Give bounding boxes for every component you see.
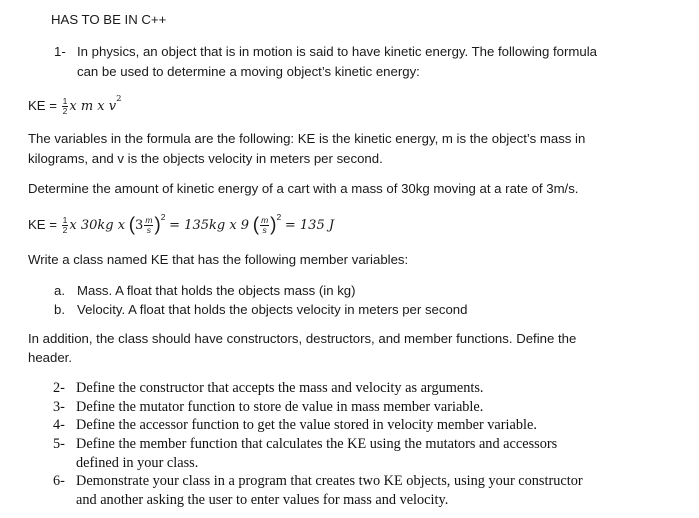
- formula-example-three: 3: [135, 218, 144, 233]
- formula-example-lhs: KE =: [28, 217, 57, 232]
- step-2-text: Define the constructor that accepts the mass and velocity as arguments.: [76, 380, 484, 396]
- step-3-number: 3-: [53, 399, 65, 415]
- member-a-text: Mass. A float that holds the objects mass (in kg): [77, 283, 356, 298]
- formula-example-unit: $\frac{m}{s}$: [145, 215, 153, 236]
- formula-ke-lhs: KE =: [28, 98, 57, 113]
- step-2-number: 2-: [53, 380, 65, 396]
- step-6-line-2: and another asking the user to enter values for mass and velocity.: [76, 492, 449, 508]
- formula-example-exponent-1: 2: [160, 212, 166, 222]
- addition-line-1: In addition, the class should have constructors, destructors, and member functions. Define the: [28, 331, 577, 346]
- member-b-marker: b.: [54, 302, 65, 317]
- header-note: HAS TO BE IN C++: [51, 12, 167, 27]
- formula-example-unit-2: $\frac{m}{s}$: [261, 215, 269, 236]
- formula-example-half: $\frac{1}{2}$: [62, 215, 68, 236]
- variables-line-2: kilograms, and v is the objects velocity in meters per second.: [28, 151, 383, 166]
- step-3-text: Define the mutator function to store de value in mass member variable.: [76, 399, 484, 415]
- formula-example-part-2: = 135kg x 9: [169, 218, 250, 233]
- class-text: Write a class named KE that has the following member variables:: [28, 252, 409, 267]
- formula-ke-exponent: 2: [116, 94, 122, 104]
- step-5-line-1: Define the member function that calculates the KE using the mutators and accessors: [76, 436, 558, 452]
- item-1-line-2: can be used to determine a moving object’s kinetic energy:: [77, 64, 420, 79]
- step-4-number: 4-: [53, 417, 65, 433]
- formula-ke-body: x m x v: [69, 99, 117, 114]
- variables-line-1: The variables in the formula are the following: KE is the kinetic energy, m is the object’s mass in: [28, 131, 586, 146]
- step-6-line-1: Demonstrate your class in a program that creates two KE objects, using your constructor: [76, 473, 583, 489]
- addition-line-2: header.: [28, 350, 72, 365]
- formula-example-result: = 135 J: [284, 218, 335, 233]
- task-text: Determine the amount of kinetic energy of a cart with a mass of 30kg moving at a rate of 3m/s.: [28, 181, 579, 196]
- member-b-text: Velocity. A float that holds the objects velocity in meters per second: [77, 302, 468, 317]
- formula-ke-half: $\frac{1}{2}$: [62, 96, 68, 117]
- formula-example-exponent-2: 2: [276, 212, 282, 222]
- formula-ke: [28, 94, 122, 116]
- formula-example: KE = $\frac{1}{2}$ x 30kg x (3 $\frac{m}{s}$ )$^2$ = 135kg x 9 ( $\frac{m}{s}$ )$^2$ = 135 J: [28, 212, 335, 236]
- step-6-number: 6-: [53, 473, 65, 489]
- step-5-number: 5-: [53, 436, 65, 452]
- item-1-line-1: In physics, an object that is in motion is said to have kinetic energy. The following formula: [77, 44, 597, 59]
- step-5-line-2: defined in your class.: [76, 455, 199, 471]
- formula-example-part-1: x 30kg x: [69, 218, 126, 233]
- step-4-text: Define the accessor function to get the value stored in velocity member variable.: [76, 417, 537, 433]
- member-a-marker: a.: [54, 283, 65, 298]
- item-1-number: 1-: [54, 44, 66, 59]
